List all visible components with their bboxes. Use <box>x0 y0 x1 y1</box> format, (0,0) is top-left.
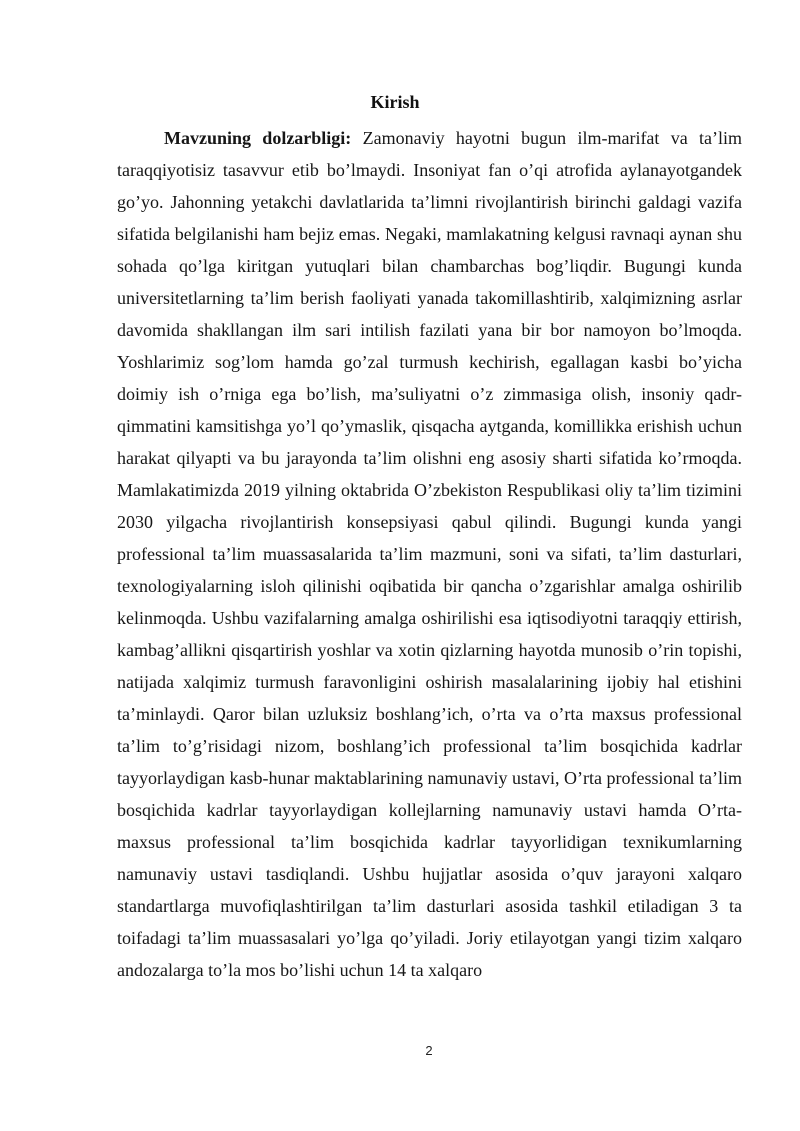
section-heading: Kirish <box>370 92 420 112</box>
paragraph-lead: Mavzuning dolzarbligi: <box>164 128 352 148</box>
paragraph-body: Zamonaviy hayotni bugun ilm-marifat va ta’lim taraqqiyotisiz tasavvur etib bo’lmaydi. Insoniyat fan o’qi atrofida aylanayotgandek go’yo. Jahonning yetakchi davlatlarida ta’limni rivojlantirish birinchi galdagi vazifa sifatida belgilanishi ham bejiz emas. Negaki, mamlakatning kelgusi ravnaqi aynan shu sohada qo’lga kiritgan yutuqlari bilan chambarchas bog’liqdir. Bugungi kunda universitetlarning ta’lim berish faoliyati yanada takomillashtirib, xalqimizning asrlar davomida shakllangan ilm sari intilish fazilati yana bir bor namoyon bo’lmoqda. Yoshlarimiz sog’lom hamda go’zal turmush kechirish, egallagan kasbi bo’yicha doimiy ish o’rniga ega bo’lish, ma’suliyatni o’z zimmasiga olish, insoniy qadr-qimmatini kamsitishga yo’l qo’ymaslik, qisqacha aytganda, komillikka erishish uchun harakat qilyapti va bu jarayonda ta’lim olishni eng asosiy sharti sifatida ko’rmoqda. Mamlakatimizda 2019 yilning oktabrida O’zbekiston Respublikasi oliy ta’lim tizimini 2030 yilgacha rivojlantirish konsepsiyasi qabul qilindi. Bugungi kunda yangi professional ta’lim muassasalarida ta’lim mazmuni, soni va sifati, ta’lim dasturlari, texnologiyalarning isloh qilinishi oqibatida bir qancha o’zgarishlar amalga oshirilib kelinmoqda. Ushbu vazifalarning amalga oshirilishi esa iqtisodiyotni taraqqiy ettirish, kambag’allikni qisqartirish yoshlar va xotin qizlarning hayotda munosib o’rin topishi, natijada xalqimiz turmush faravonligini oshirish masalalarining ijobiy hal etishini ta’minlaydi. Qaror bilan uzluksiz boshlang’ich, o’rta va o’rta maxsus professional ta’lim to’g’risidagi nizom, boshlang’ich professional ta’lim bosqichida kadrlar tayyorlaydigan kasb-hunar maktablarining namunaviy ustavi, O’rta professional ta’lim bosqichida kadrlar tayyorlaydigan kollejlarning namunaviy ustavi hamda O’rta- maxsus professional ta’lim bosqichida kadrlar tayyorlidigan texnikumlarning namunaviy ustavi tasdiqlandi. Ushbu hujjatlar asosida o’quv jarayoni xalqaro standartlarga muvofiqlashtirilgan ta’lim dasturlari asosida tashkil etiladigan 3 ta toifadagi ta’lim muassasalari yo’lga qo’yiladi. Joriy etilayotgan yangi tizim xalqaro andozalarga to’la mos bo’lishi uchun 14 ta xalqaro <box>117 128 742 980</box>
page-number: 2 <box>425 1043 433 1058</box>
body-paragraph <box>117 122 742 986</box>
